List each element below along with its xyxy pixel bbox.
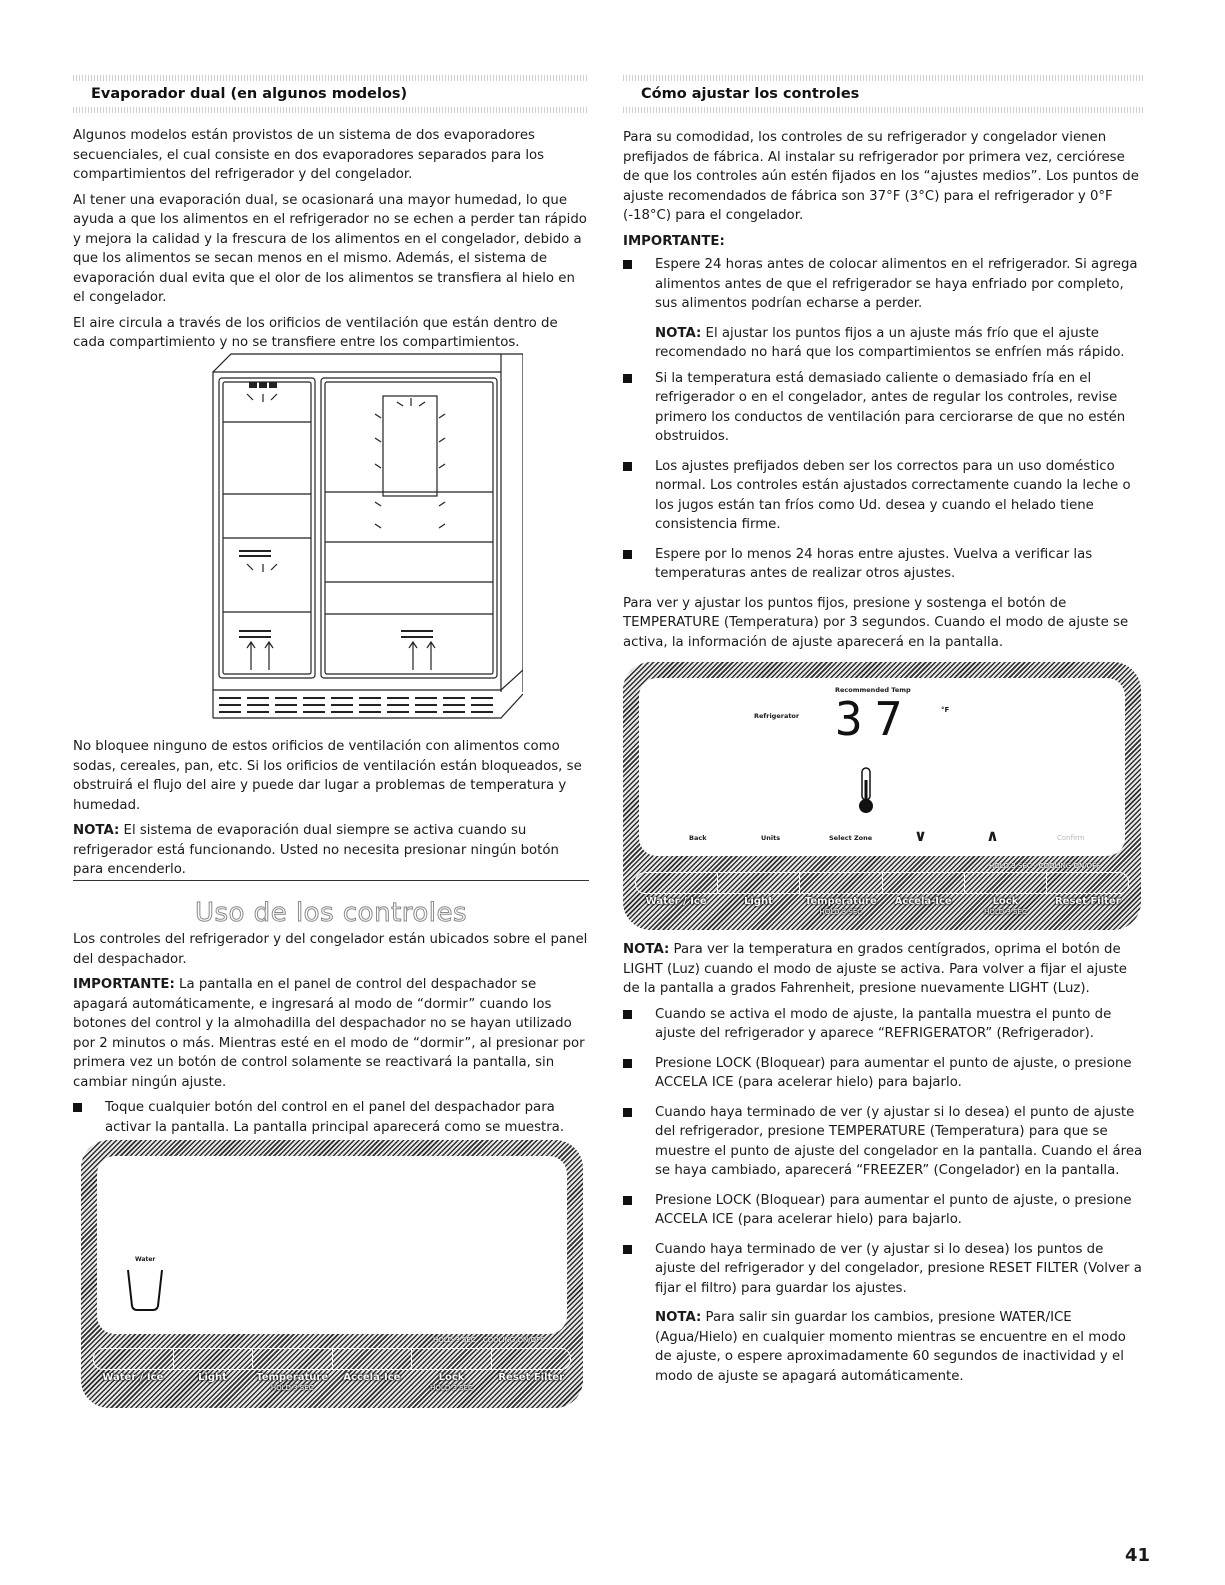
list-item-text: Espere 24 horas antes de colocar alimentos en el refrigerador. Si agrega alimentos antes de que el refrigerador se haya enfriado por completo, sus alimentos podrían echarse a perder.	[655, 257, 1138, 311]
accela-ice-button[interactable]	[333, 1349, 413, 1369]
light-label: Light	[198, 1372, 227, 1383]
temperature-unit: °F	[941, 706, 950, 714]
paragraph: Para su comodidad, los controles de su refrigerador y congelador vienen prefijados de fábrica. Al instalar su refrigerador por primera vez, cerciórese de que los controles aún estén fijados en los “ajustes medios”. Los puntos de ajuste recomendados de fábrica son 37°F (3°C) para el refrigerador y 0°F (-18°C) para el congelador.	[623, 130, 1139, 223]
paragraph: Al tener una evaporación dual, se ocasionará una mayor humedad, lo que ayuda a que los alimentos en el refrigerador no se echen a perder tan rápido y mejora la calidad y la frescura de los alimentos en el congelador, debido a que los alimentos se secan menos en el mismo. Además, el sistema de evaporación dual evita que el olor de los alimentos se transfiera al hielo en el congelador.	[73, 192, 587, 305]
bullet-list	[73, 1098, 589, 1137]
temperature-button[interactable]	[800, 873, 882, 893]
bullet-icon	[623, 1108, 632, 1117]
important-list-continued	[623, 369, 1143, 584]
list-item	[623, 1005, 1143, 1044]
bullet-icon	[623, 1059, 632, 1068]
note-label: NOTA:	[73, 823, 120, 838]
list-item-text: Toque cualquier botón del control en el panel del despachador para activar la pantalla. La pantalla principal aparecerá como se muestra.	[105, 1100, 565, 1135]
light-button[interactable]	[718, 873, 800, 893]
panel-display	[97, 1156, 567, 1334]
adjust-controls-text	[623, 128, 1143, 658]
paragraph: No bloquee ninguno de estos orificios de ventilación con alimentos como sodas, cereales, pan, etc. Si los orificios de ventilación están bloqueados, se obstruirá el flujo del aire y puede dar lugar a problemas de temperatura y humedad.	[73, 739, 582, 813]
list-item-text: Cuando haya terminado de ver (y ajustar si lo desea) los puntos de ajuste del refrigerador y del congelador, presione RESET FILTER (Volver a fijar el filtro) para guardar los ajustes.	[655, 1241, 1142, 1296]
up-arrow-button[interactable]: ∧	[986, 826, 999, 845]
airflow-diagram	[211, 352, 523, 724]
thermometer-icon	[856, 766, 876, 816]
bullet-icon	[623, 550, 632, 559]
bullet-icon	[623, 1196, 632, 1205]
note-text: Para salir sin guardar los cambios, presione WATER/ICE (Agua/Hielo) en cualquier momento mientras se encuentre en el modo de ajuste, o espere aproximadamente 60 segundos de inactividad y el modo de ajuste se apagará automáticamente.	[655, 1310, 1126, 1384]
page-section-title: Uso de los controles	[194, 898, 468, 928]
lock-button[interactable]	[965, 873, 1047, 893]
paragraph: El aire circula a través de los orificios de ventilación que están dentro de cada compartimiento y no se transfiere entre los compartimientos.	[73, 315, 558, 350]
note	[73, 821, 589, 880]
paragraph: Para ver y ajustar los puntos fijos, presione y sostenga el botón de TEMPERATURE (Temperatura) por 3 segundos. Cuando el modo de ajuste se activa, la información de ajuste aparecerá en la pantalla.	[623, 595, 1129, 650]
note-text: Para ver la temperatura en grados centígrados, oprima el botón de LIGHT (Luz) cuando el modo de ajuste se activa. Para volver a fijar el ajuste de la pantalla a grados Fahrenheit, presione nuevamente LIGHT (Luz).	[623, 942, 1127, 996]
paragraph: Algunos modelos están provistos de un sistema de dos evaporadores secuenciales, el cual consiste en dos evaporadores separados para los compartimientos del refrigerador y del congelador.	[73, 128, 545, 182]
page-number: 41	[1124, 1545, 1150, 1566]
list-item	[623, 545, 1143, 584]
bullet-icon	[623, 462, 632, 471]
water-glass-icon	[125, 1256, 165, 1312]
bullet-icon	[623, 374, 632, 383]
list-item-text: Los ajustes prefijados deben ser los correctos para un uso doméstico normal. Los controles están ajustados correctamente cuando la leche o los jugos están tan fríos como Ud. desea y cuando el helado tiene consistencia firme.	[655, 458, 1131, 532]
light-label: Light	[744, 896, 773, 907]
hold-cooling-label: HOLD 3 SEC - COOLING ON/OFF	[433, 1336, 545, 1344]
note-label: NOTA:	[623, 942, 670, 957]
panel-display	[639, 678, 1125, 856]
section-title: Evaporador dual (en algunos modelos)	[91, 86, 408, 102]
section-divider	[73, 880, 589, 881]
reset-filter-label: Reset Filter	[1054, 896, 1121, 907]
list-item-text: Presione LOCK (Bloquear) para aumentar el punto de ajuste, o presione ACCELA ICE (para acelerar hielo) para bajarlo.	[655, 1192, 1132, 1227]
section-header-dual-evaporator	[73, 75, 589, 113]
list-item-text: Espere por lo menos 24 horas entre ajustes. Vuelva a verificar las temperaturas antes de realizar otros ajustes.	[655, 546, 1093, 581]
recommended-temp-label: Recommended Temp	[835, 686, 911, 694]
bullet-icon	[73, 1103, 82, 1112]
list-item-text: Si la temperatura está demasiado caliente o demasiado fría en el refrigerador o en el congelador, antes de regular los controles, revise primero los conductos de ventilación para cerciorarse de que no estén obstruidos.	[655, 370, 1126, 444]
note	[623, 1308, 1143, 1386]
water-ice-label: Water / Ice	[102, 1372, 164, 1383]
paragraph: Los controles del refrigerador y del congelador están ubicados sobre el panel del despachador.	[73, 932, 588, 967]
vent-warning-text	[73, 737, 589, 886]
panel-button-labels	[635, 896, 1129, 918]
controls-usage-text	[73, 930, 589, 1147]
panel-button-row	[93, 1348, 571, 1370]
water-label: Water	[135, 1256, 156, 1263]
list-item	[623, 1191, 1143, 1230]
important-text: La pantalla en el panel de control del despachador se apagará automáticamente, e ingresará al modo de “dormir” cuando los botones del control y la almohadilla del despachador no se hayan utilizado por 2 minutos o más. Mientras esté en el modo de “dormir”, al presionar por primera vez un botón de control solamente se reactivará la pantalla, sin cambiar ningún ajuste.	[73, 977, 585, 1090]
note	[623, 324, 1143, 363]
light-button[interactable]	[174, 1349, 254, 1369]
list-item	[73, 1098, 589, 1137]
hold-cooling-label: HOLD 3 SEC - COOLING ON/OFF	[989, 862, 1101, 870]
accela-ice-label: Accela-Ice	[894, 896, 952, 907]
note-label: NOTA:	[655, 325, 702, 341]
down-arrow-button[interactable]: ∨	[914, 826, 927, 845]
refrigerator-label: Refrigerator	[754, 712, 800, 720]
back-button[interactable]: Back	[689, 834, 707, 842]
panel-button-labels	[93, 1372, 571, 1394]
reset-filter-button[interactable]	[492, 1349, 571, 1369]
water-ice-button[interactable]	[94, 1349, 174, 1369]
celsius-note-and-steps	[623, 940, 1143, 1392]
bullet-icon	[623, 260, 632, 269]
note-text: El ajustar los puntos fijos a un ajuste más frío que el ajuste recomendado no hará que los compartimientos se enfríen más rápido.	[655, 325, 1125, 360]
accela-ice-button[interactable]	[883, 873, 965, 893]
list-item	[623, 1240, 1143, 1299]
bullet-icon	[623, 1010, 632, 1019]
lock-label: Lock HOLD 3 SEC	[430, 1372, 473, 1392]
list-item-text: Cuando haya terminado de ver (y ajustar si lo desea) el punto de ajuste del refrigerador, presione TEMPERATURE (Temperatura) para que se muestre el punto de ajuste del congelador en la pantalla. Cuando el área se haya cambiado, aparecerá “FREEZER” (Congelador) en la pantalla.	[655, 1104, 1143, 1178]
important-heading: IMPORTANTE:	[623, 233, 725, 249]
bullet-icon	[623, 1245, 632, 1254]
steps-list	[623, 1005, 1143, 1299]
panel-button-row	[635, 872, 1129, 894]
control-panel-main	[81, 1140, 583, 1408]
accela-ice-label: Accela-Ice	[343, 1372, 401, 1383]
list-item	[623, 1054, 1143, 1093]
list-item	[623, 369, 1143, 447]
reset-filter-button[interactable]	[1047, 873, 1128, 893]
section-header-adjust-controls	[623, 75, 1143, 113]
temperature-readout: 37	[835, 692, 915, 746]
temperature-label: Temperature HOLD 3 SEC	[804, 896, 877, 916]
confirm-button[interactable]: Confirm	[1057, 834, 1085, 842]
control-panel-adjust	[623, 662, 1141, 930]
important-list	[623, 255, 1143, 314]
note	[623, 940, 1143, 999]
note-text: El sistema de evaporación dual siempre se activa cuando su refrigerador está funcionando. Usted no necesita presionar ningún botón para encenderlo.	[73, 823, 559, 877]
dual-evaporator-text	[73, 126, 589, 359]
note-label: NOTA:	[655, 1310, 702, 1325]
units-button[interactable]: Units	[761, 834, 781, 842]
temperature-label: Temperature HOLD 3 SEC	[256, 1372, 329, 1392]
list-item-text: Cuando se activa el modo de ajuste, la pantalla muestra el punto de ajuste del refrigerador y aparece “REFRIGERATOR” (Refrigerador).	[655, 1006, 1112, 1041]
list-item	[623, 255, 1143, 314]
important	[73, 975, 589, 1092]
water-ice-label: Water / Ice	[645, 896, 707, 907]
list-item-text: Presione LOCK (Bloquear) para aumentar el punto de ajuste, o presione ACCELA ICE (para acelerar hielo) para bajarlo.	[655, 1055, 1132, 1090]
section-title: Cómo ajustar los controles	[641, 86, 860, 102]
list-item	[623, 1103, 1143, 1181]
reset-filter-label: Reset Filter	[498, 1372, 565, 1383]
select-zone-button[interactable]: Select Zone	[829, 834, 873, 842]
lock-button[interactable]	[412, 1349, 492, 1369]
temperature-button[interactable]	[253, 1349, 333, 1369]
list-item	[623, 457, 1143, 535]
lock-label: Lock HOLD 3 SEC	[984, 896, 1027, 916]
important-label: IMPORTANTE:	[73, 977, 175, 992]
water-ice-button[interactable]	[636, 873, 718, 893]
